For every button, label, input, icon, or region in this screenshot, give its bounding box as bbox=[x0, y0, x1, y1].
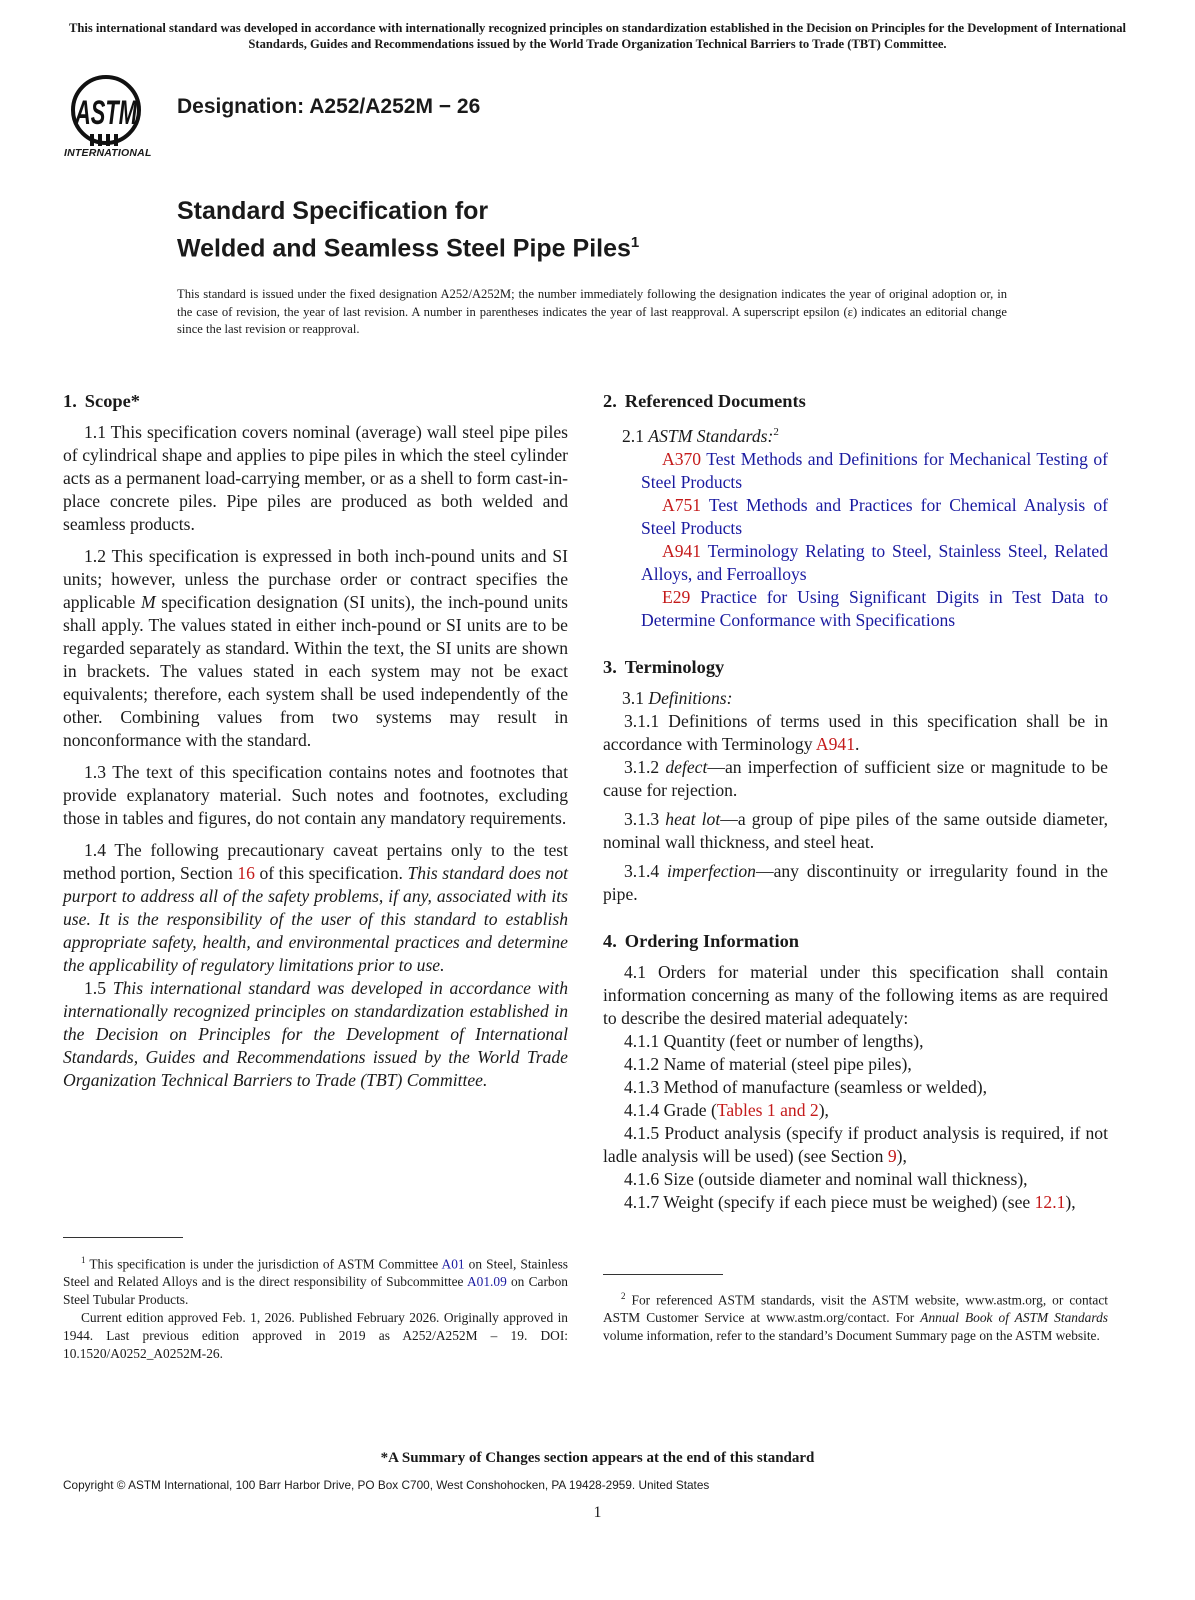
footnote-2: $^2$ For referenced ASTM standards, visit the ASTM website, www.astm.org, or contact ASTM Customer Service at www.astm.org/contact. For Annual Book of ASTM Standards volume information, refer to the standard’s Document Summary page on the ASTM website. bbox=[603, 1291, 1108, 1344]
footnote-2-link[interactable]: 2 bbox=[773, 426, 779, 438]
copyright: Copyright © ASTM International, 100 Barr Harbor Drive, PO Box C700, West Conshohocken, PA 19428-2959. United States bbox=[63, 1478, 710, 1492]
para-3-1-1: 3.1.1 Definitions of terms used in this specification shall be in accordance with Terminology A941. bbox=[603, 710, 1108, 754]
summary-of-changes-note: *A Summary of Changes section appears at the end of this standard bbox=[380, 1450, 815, 1466]
para-4-1-5: 4.1.5 Product analysis (specify if product analysis is required, if not ladle analysis will be used) (see Section 9), bbox=[603, 1122, 1108, 1166]
right-column bbox=[603, 390, 1108, 1214]
section-2-heading: 2. Referenced Documents bbox=[603, 391, 806, 411]
ref-a941 bbox=[603, 540, 1108, 586]
title-footnote-link[interactable]: 1 bbox=[630, 234, 640, 251]
section-3-heading: 3. Terminology bbox=[603, 656, 725, 677]
ref-title-link[interactable]: Terminology Relating to Steel, Stainless Steel, Related Alloys, and Ferroalloys bbox=[641, 540, 1108, 584]
footnote-1-edition: Current edition approved Feb. 1, 2026. Published February 2026. Originally approved in 1944. Last previous edition approved in 2019 as A252/A252M – 19. DOI: 10.1520/A0252_A0252M-26. bbox=[63, 1310, 568, 1362]
issuance-statement: This standard is issued under the fixed designation A252/A252M; the number immediately following the designation indicates the year of original adoption or, in the case of revision, the year of last revision. A number in parentheses indicates the year of last reapproval. A superscript epsilon (ε) indicates an editorial change since the last revision or reapproval. bbox=[177, 287, 1007, 336]
para-4-1: 4.1 Orders for material under this specification shall contain information concerning as many of the following items as are required to describe the desired material adequately: bbox=[603, 961, 1108, 1028]
para-4-1-2: 4.1.2 Name of material (steel pipe piles), bbox=[624, 1053, 912, 1074]
tables-link[interactable]: Tables 1 and 2 bbox=[716, 1099, 819, 1120]
footnote-1: $^1$ This specification is under the jurisdiction of ASTM Committee A01 on Steel, Stainless Steel and Related Alloys and is the direct responsibility of Subcommittee A01.09 on Carbon Steel Tubular Products. Current edition approved Feb. 1, 2026. Published February 2026. Originally approved in 1944. Last previous edition approved in 2019 as A252/A252M – 19. DOI: 10.1520/A0252_A0252M-26. bbox=[63, 1255, 568, 1362]
para-1-5: 1.5 This international standard was developed in accordance with internationally recognized principles on standardization established in the Decision on Principles for the Development of International Standards, Guides and Recommendations issued by the World Trade Organization Technical Barriers to Trade (TBT) Committee. bbox=[63, 978, 568, 1090]
para-3-1-2: 3.1.2 defect—an imperfection of sufficient size or magnitude to be cause for rejection. bbox=[603, 756, 1108, 800]
ref-title-link[interactable]: Test Methods and Practices for Chemical Analysis of Steel Products bbox=[641, 494, 1108, 538]
para-4-1-1: 4.1.1 Quantity (feet or number of lengths), bbox=[624, 1030, 924, 1051]
para-3-1-4: 3.1.4 imperfection—any discontinuity or irregularity found in the pipe. bbox=[603, 860, 1108, 904]
logo-text: INTERNATIONAL bbox=[64, 147, 152, 159]
para-3-1-3: 3.1.3 heat lot—a group of pipe piles of the same outside diameter, nominal wall thickness, and steel heat. bbox=[603, 808, 1108, 852]
para-4-1-6: 4.1.6 Size (outside diameter and nominal wall thickness), bbox=[624, 1168, 1028, 1189]
section-4-heading: 4. Ordering Information bbox=[603, 930, 799, 951]
ref-title-link[interactable]: Test Methods and Definitions for Mechanical Testing of Steel Products bbox=[641, 448, 1108, 492]
section-12-1-link[interactable]: 12.1 bbox=[1034, 1191, 1066, 1212]
document-title bbox=[177, 195, 639, 264]
subcommittee-a01-09-link[interactable]: A01.09 bbox=[466, 1274, 507, 1290]
page-number: 1 bbox=[593, 1504, 602, 1521]
para-1-2: 1.2 This specification is expressed in both inch-pound units and SI units; however, unless the purchase order or contract specifies the applicable M specification designation (SI units), the inch-pound units shall apply. The values stated in either inch-pound or SI units are to be regarded separately as standard. Within the text, the SI units are shown in brackets. The values stated in each system may not be exact equivalents; therefore, each system shall be used independently of the other. Combining values from two systems may result in nonconformance with the standard. bbox=[63, 546, 568, 750]
ref-code-link[interactable]: A751 bbox=[662, 494, 702, 515]
ref-code-link[interactable]: A370 bbox=[662, 448, 702, 469]
para-4-1-3: 4.1.3 Method of manufacture (seamless or welded), bbox=[624, 1076, 987, 1097]
footnote-divider bbox=[603, 1274, 723, 1275]
ref-code-link[interactable]: E29 bbox=[662, 586, 691, 607]
footnote-divider bbox=[63, 1237, 183, 1238]
svg-text:ASTM: ASTM bbox=[74, 94, 138, 132]
astm-logo bbox=[60, 72, 170, 164]
ref-e29 bbox=[603, 586, 1108, 632]
ref-a370 bbox=[603, 448, 1108, 494]
committee-a01-link[interactable]: A01 bbox=[441, 1256, 465, 1272]
para-1-4: 1.4 The following precautionary caveat pertains only to the test method portion, Section 16 of this specification. This standard does not purport to address all of the safety problems, if any, associated with its use. It is the responsibility of the user of this standard to establish appropriate safety, health, and environmental practices and determine the applicability of regulatory limitations prior to use. bbox=[63, 840, 569, 975]
title-line-1: Standard Specification for bbox=[177, 197, 489, 225]
designation: Designation: A252/A252M − 26 bbox=[177, 95, 481, 118]
left-column bbox=[63, 390, 568, 1092]
wto-notice: This international standard was developed in accordance with internationally recognized principles on standardization established in the Decision on Principles for the Development of International Standards, Guides and Recommendations issued by the World Trade Organization Technical Barriers to Trade (TBT) Committee. bbox=[68, 21, 1127, 51]
para-4-1-4: 4.1.4 Grade (Tables 1 and 2), bbox=[624, 1099, 829, 1120]
ref-a751 bbox=[603, 494, 1108, 540]
para-1-1: 1.1 This specification covers nominal (average) wall steel pipe piles of cylindrical shape and applies to pipe piles in which the steel cylinder acts as a permanent load-carrying member, or as a shell to form cast-in-place concrete piles. Pipe piles are produced as both welded and seamless products. bbox=[63, 422, 568, 534]
ref-code-link[interactable]: A941 bbox=[662, 540, 702, 561]
para-1-3: 1.3 The text of this specification contains notes and footnotes that provide explanatory material. Such notes and footnotes, excluding those in tables and figures, do not contain any mandatory requirements. bbox=[63, 762, 568, 828]
para-3-1: 3.1 Definitions: bbox=[622, 687, 733, 708]
section-1-heading: 1. Scope* bbox=[63, 391, 140, 411]
para-4-1-7: 4.1.7 Weight (specify if each piece must be weighed) (see 12.1), bbox=[624, 1191, 1076, 1212]
a941-link[interactable]: A941 bbox=[815, 733, 856, 754]
para-2-1: 2.1 ASTM Standards:$^2$ bbox=[622, 425, 779, 446]
title-line-2: Welded and Seamless Steel Pipe Piles$^1$ bbox=[177, 234, 640, 263]
ref-title-link[interactable]: Practice for Using Significant Digits in Test Data to Determine Conformance with Specifications bbox=[641, 586, 1108, 630]
section-9-link[interactable]: 9 bbox=[887, 1145, 897, 1166]
section-16-link[interactable]: 16 bbox=[237, 863, 255, 883]
